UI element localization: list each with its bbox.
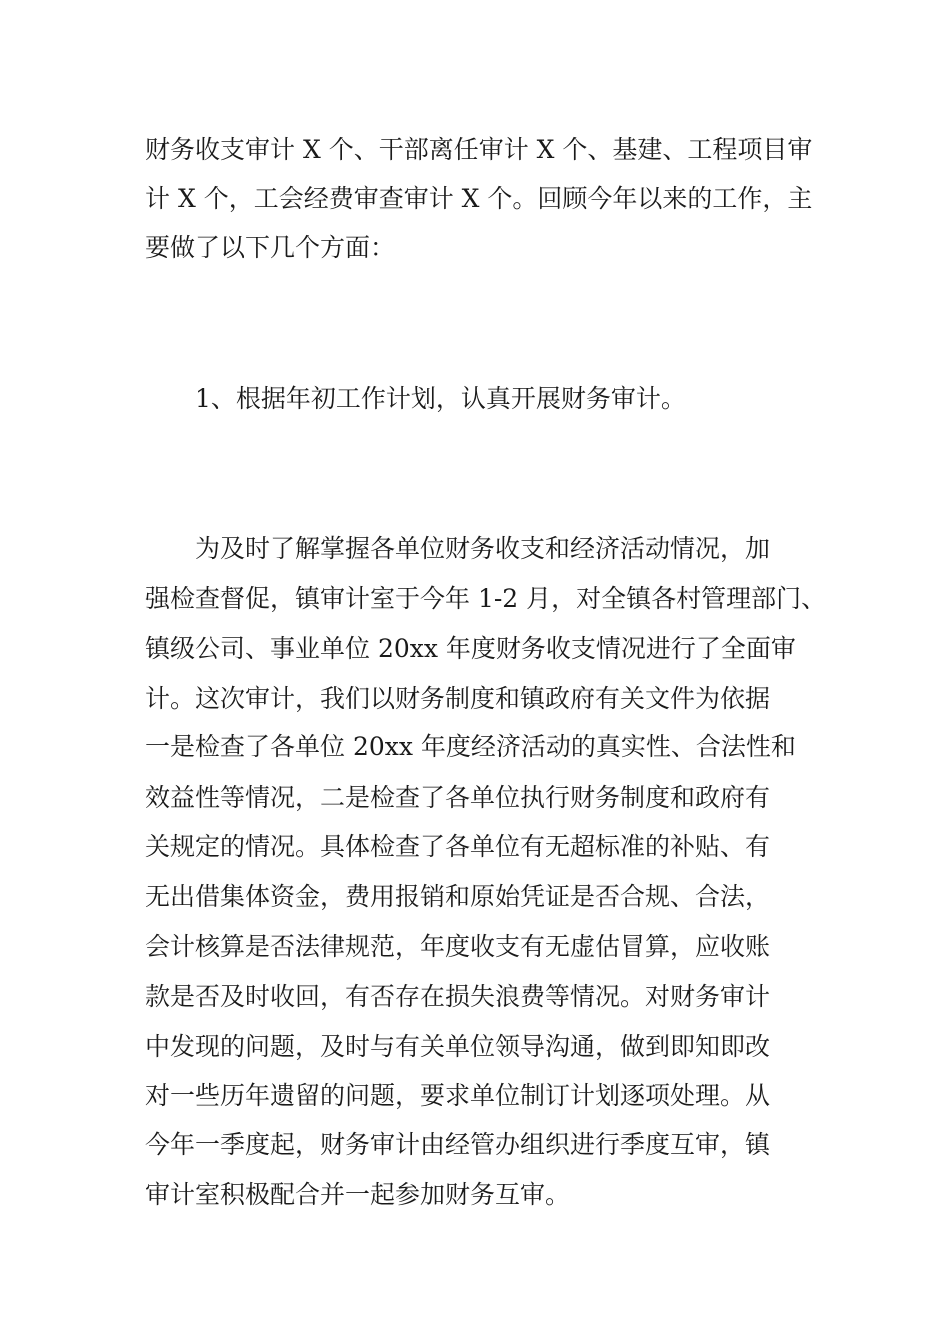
body-line-12: 对一些历年遗留的问题，要求单位制订计划逐项处理。从 <box>145 1081 771 1110</box>
body-line-3: 镇级公司、事业单位 20xx 年度财务收支情况进行了全面审 <box>145 634 796 663</box>
body-line-10: 款是否及时收回，有否存在损失浪费等情况。对财务审计 <box>145 982 771 1011</box>
intro-line-3: 要做了以下几个方面： <box>145 233 396 262</box>
body-line-5: 一是检查了各单位 20xx 年度经济活动的真实性、合法性和 <box>145 732 796 761</box>
intro-line-2: 计 X 个，工会经费审查审计 X 个。回顾今年以来的工作，主 <box>145 184 813 213</box>
body-line-7: 关规定的情况。具体检查了各单位有无超标准的补贴、有 <box>145 832 771 861</box>
body-line-9: 会计核算是否法律规范，年度收支有无虚估冒算，应收账 <box>145 932 771 961</box>
body-line-11: 中发现的问题，及时与有关单位领导沟通，做到即知即改 <box>145 1032 771 1061</box>
body-line-6: 效益性等情况，二是检查了各单位执行财务制度和政府有 <box>145 783 771 812</box>
intro-line-1: 财务收支审计 X 个、干部离任审计 X 个、基建、工程项目审 <box>145 135 813 164</box>
body-line-4: 计。这次审计，我们以财务制度和镇政府有关文件为依据 <box>145 684 771 713</box>
section-heading: 1、根据年初工作计划，认真开展财务审计。 <box>195 384 686 413</box>
body-line-1: 为及时了解掌握各单位财务收支和经济活动情况，加 <box>195 534 771 563</box>
body-line-13: 今年一季度起，财务审计由经管办组织进行季度互审，镇 <box>145 1130 771 1159</box>
body-line-2: 强检查督促，镇审计室于今年 1-2 月，对全镇各村管理部门、 <box>145 584 827 613</box>
body-line-8: 无出借集体资金，费用报销和原始凭证是否合规、合法， <box>145 882 771 911</box>
body-line-14: 审计室积极配合并一起参加财务互审。 <box>145 1180 571 1209</box>
